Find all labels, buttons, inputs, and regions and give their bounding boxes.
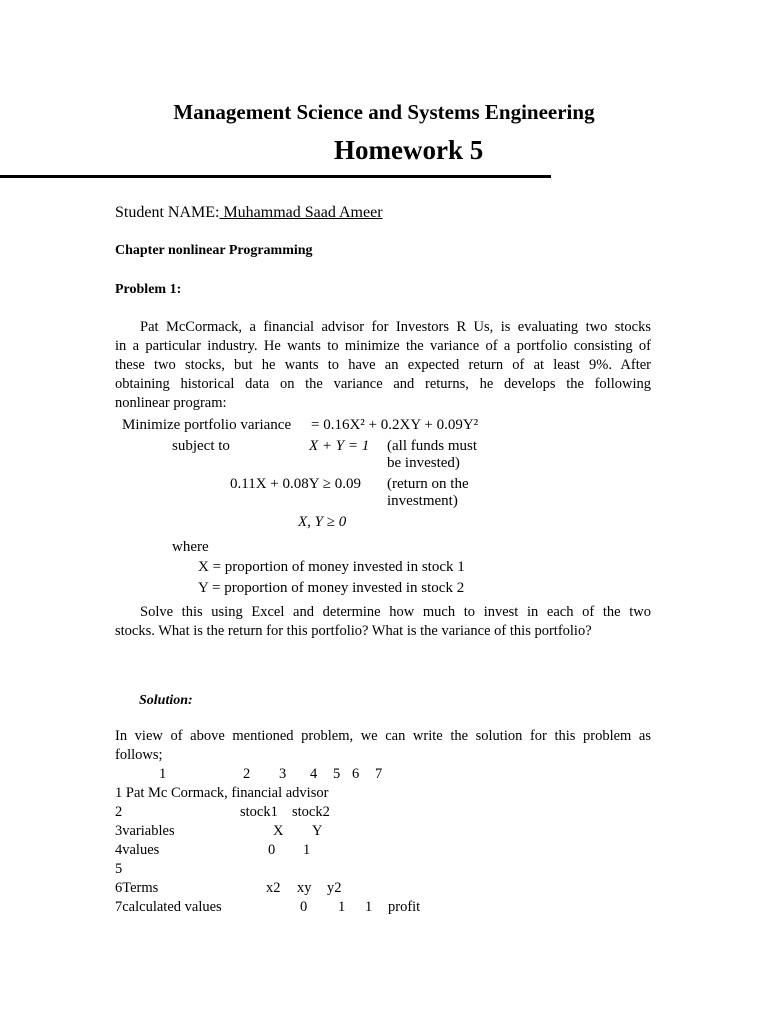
course-title: Management Science and Systems Engineering (173, 100, 595, 124)
constraint-2: 0.11X + 0.08Y ≥ 0.09 (230, 476, 361, 492)
sheet-cell: 0 (268, 842, 276, 858)
sheet-cell: 0 (300, 899, 308, 915)
solution-intro (115, 727, 651, 765)
student-name: Muhammad Saad Ameer (219, 204, 383, 221)
sheet-cell: stock1 (240, 804, 278, 820)
problem-statement (115, 318, 651, 413)
row-label: 4values (115, 842, 160, 858)
objective-label: Minimize portfolio variance (122, 417, 292, 433)
chapter-heading: Chapter nonlinear Programming (115, 243, 313, 258)
sheet-cell: stock2 (292, 804, 330, 820)
constraint-1: X + Y = 1 (309, 438, 370, 454)
column-header: 7 (375, 766, 383, 782)
row-label: 7calculated values (115, 899, 222, 915)
student-line (115, 204, 383, 222)
column-header: 5 (333, 766, 341, 782)
constraint-1-note: be invested) (387, 455, 460, 471)
row-label: 6Terms (115, 880, 159, 896)
question-text (115, 603, 651, 641)
column-header: 2 (243, 766, 251, 782)
sheet-row-7 (115, 898, 655, 917)
problem-line: these two stocks, but he wants to have an expected return of at least 9%. After (115, 357, 651, 373)
problem-line: in a particular industry. He wants to minimize the variance of a portfolio consisting of (115, 338, 651, 354)
question-line: stocks. What is the return for this portfolio? What is the variance of this portfolio? (115, 623, 592, 639)
column-header: 4 (310, 766, 318, 782)
definition-y: Y = proportion of money invested in stock 2 (198, 580, 465, 596)
sheet-row-5: 5 (115, 861, 123, 877)
sheet-cell: 1 (365, 899, 373, 915)
homework-title: Homework 5 (334, 135, 484, 165)
sheet-cell: x2 (266, 880, 281, 896)
problem-label: Problem 1: (115, 282, 182, 297)
column-header: 1 (159, 766, 167, 782)
sheet-cell: 1 (338, 899, 346, 915)
solution-intro-line: follows; (115, 747, 163, 763)
sheet-cell: profit (388, 899, 421, 915)
column-header: 6 (352, 766, 360, 782)
student-label: Student NAME: (115, 204, 220, 221)
problem-line: Pat McCormack, a financial advisor for Investors R Us, is evaluating two stocks (140, 319, 651, 335)
problem-line: obtaining historical data on the variance and returns, he develops the following (115, 376, 651, 392)
sheet-cell: 1 (303, 842, 311, 858)
title-rule (0, 175, 551, 178)
sheet-row-1: 1 Pat Mc Cormack, financial advisor (115, 785, 329, 801)
constraint-1-note: (all funds must (387, 438, 477, 454)
solution-label: Solution: (139, 693, 193, 708)
where-label: where (172, 539, 209, 555)
sheet-column-headers (115, 765, 655, 784)
constraint-3: X, Y ≥ 0 (298, 514, 347, 530)
sheet-row-3 (115, 822, 655, 841)
constraint-2-note: (return on the (387, 476, 469, 492)
constraint-2-note: investment) (387, 493, 458, 509)
column-header: 3 (279, 766, 287, 782)
sheet-row-4 (115, 841, 655, 860)
row-number: 2 (115, 804, 123, 820)
question-line: Solve this using Excel and determine how much to invest in each of the two (140, 604, 651, 620)
sheet-cell: X (273, 823, 284, 839)
objective-expression: = 0.16X² + 0.2XY + 0.09Y² (311, 417, 479, 433)
subject-to-label: subject to (172, 438, 230, 454)
sheet-row-6 (115, 879, 655, 898)
definition-x: X = proportion of money invested in stock 1 (198, 559, 465, 575)
sheet-cell: xy (297, 880, 312, 896)
row-label: 3variables (115, 823, 175, 839)
sheet-cell: Y (312, 823, 323, 839)
sheet-row-2 (115, 803, 655, 822)
solution-intro-line: In view of above mentioned problem, we can write the solution for this problem as (115, 728, 651, 744)
problem-line: nonlinear program: (115, 395, 227, 411)
sheet-cell: y2 (327, 880, 342, 896)
